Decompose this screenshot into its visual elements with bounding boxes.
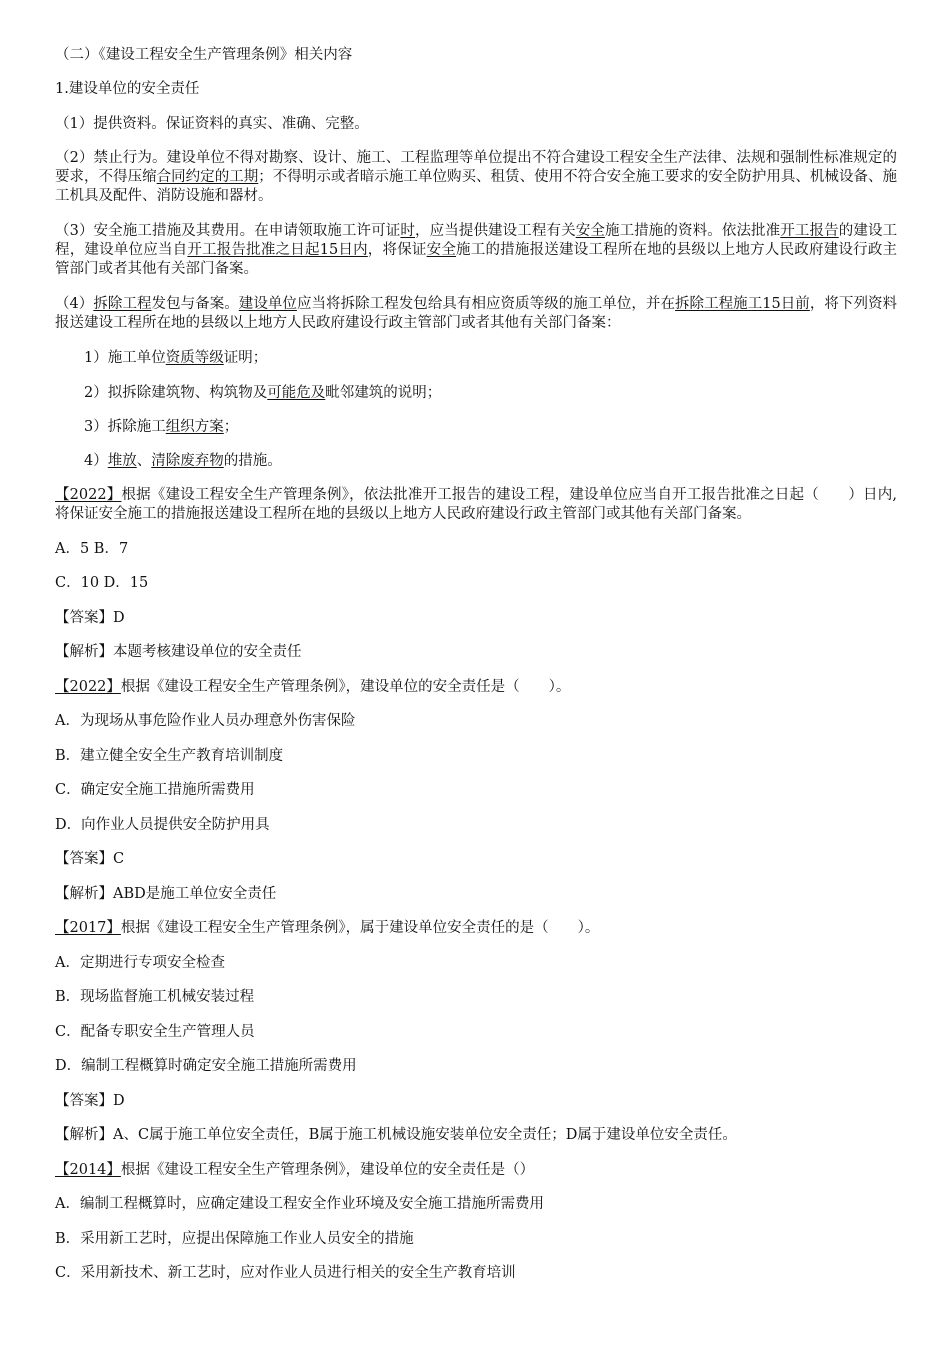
sub-item-3: 3）拆除施工组织方案； [84,419,239,435]
item-4: （4）拆除工程发包与备案。建设单位应当将拆除工程发包给具有相应资质等级的施工单位，并在拆除工程施工15日前，将下列资料报送建设工程所在地的县级以上地方人民政府建设行政主管部门或者其他有关部门备案： [55,296,898,331]
year-tag: 【2017】 [55,920,121,936]
item-1: （1）提供资料。保证资料的真实、准确、完整。 [55,116,369,132]
sub-item-1: 1）施工单位资质等级证明； [84,350,268,366]
q1-analysis: 【解析】本题考核建设单位的安全责任 [55,644,302,660]
q3-option-c: C．配备专职安全生产管理人员 [55,1024,255,1040]
year-tag: 【2014】 [55,1162,121,1178]
year-tag: 【2022】 [55,679,121,695]
sub-item-2: 2）拟拆除建筑物、构筑物及可能危及毗邻建筑的说明； [84,385,442,401]
q1-answer: 【答案】D [55,610,125,626]
item-3: （3）安全施工措施及其费用。在申请领取施工许可证时，应当提供建设工程有关安全施工措施的资料。依法批准开工报告的建设工程，建设单位应当自开工报告批准之日起15日内，将保证安全施工的措施报送建设工程所在地的县级以上地方人民政府建设行政主管部门或者其他有关部门备案。 [55,223,898,277]
question-1: 【2022】根据《建设工程安全生产管理条例》，依法批准开工报告的建设工程，建设单位应当自开工报告批准之日起（ ）日内,将保证安全施工的措施报送建设工程所在地的县级以上地方人民政府建设行政主管部门或其他有关部门备案。 [55,487,897,522]
year-tag: 【2022】 [55,487,122,503]
q1-options-ab: A．5 B．7 [55,541,129,557]
q2-answer: 【答案】C [55,851,125,867]
q3-answer: 【答案】D [55,1093,125,1109]
q3-option-a: A．定期进行专项安全检查 [55,955,225,971]
q2-option-c: C．确定安全施工措施所需费用 [55,782,255,798]
q4-option-a: A．编制工程概算时，应确定建设工程安全作业环境及安全施工措施所需费用 [55,1196,544,1212]
q3-option-b: B．现场监督施工机械安装过程 [55,989,255,1005]
heading-construction-unit: 1.建设单位的安全责任 [55,81,200,97]
question-3: 【2017】根据《建设工程安全生产管理条例》，属于建设单位安全责任的是（ ）。 [55,920,600,936]
underline-contract-period: 合同约定的工期 [156,169,259,185]
q2-analysis: 【解析】ABD是施工单位安全责任 [55,886,277,902]
q2-option-d: D．向作业人员提供安全防护用具 [55,817,270,833]
q4-option-b: B．采用新工艺时，应提出保障施工作业人员安全的措施 [55,1231,414,1247]
q3-option-d: D．编制工程概算时确定安全施工措施所需费用 [55,1058,357,1074]
q2-option-a: A．为现场从事危险作业人员办理意外伤害保险 [55,713,356,729]
q1-options-cd: C．10 D．15 [55,575,149,591]
question-2: 【2022】根据《建设工程安全生产管理条例》，建设单位的安全责任是（ ）。 [55,679,571,695]
question-4: 【2014】根据《建设工程安全生产管理条例》，建设单位的安全责任是（） [55,1162,535,1178]
sub-item-4: 4）堆放、清除废弃物的措施。 [84,453,282,469]
item-2: （2）禁止行为。建设单位不得对勘察、设计、施工、工程监理等单位提出不符合建设工程安全生产法律、法规和强制性标准规定的要求，不得压缩合同约定的工期；不得明示或者暗示施工单位购买、租赁、使用不符合安全施工要求的安全防护用具、机械设备、施工机具及配件、消防设施和器材。 [55,150,898,204]
q4-option-c: C．采用新技术、新工艺时，应对作业人员进行相关的安全生产教育培训 [55,1265,516,1281]
q3-analysis: 【解析】A、C属于施工单位安全责任，B属于施工机械设施安装单位安全责任；D属于建设单位安全责任。 [55,1127,737,1143]
q2-option-b: B．建立健全安全生产教育培训制度 [55,748,284,764]
section-title: （二）《建设工程安全生产管理条例》相关内容 [55,47,353,63]
